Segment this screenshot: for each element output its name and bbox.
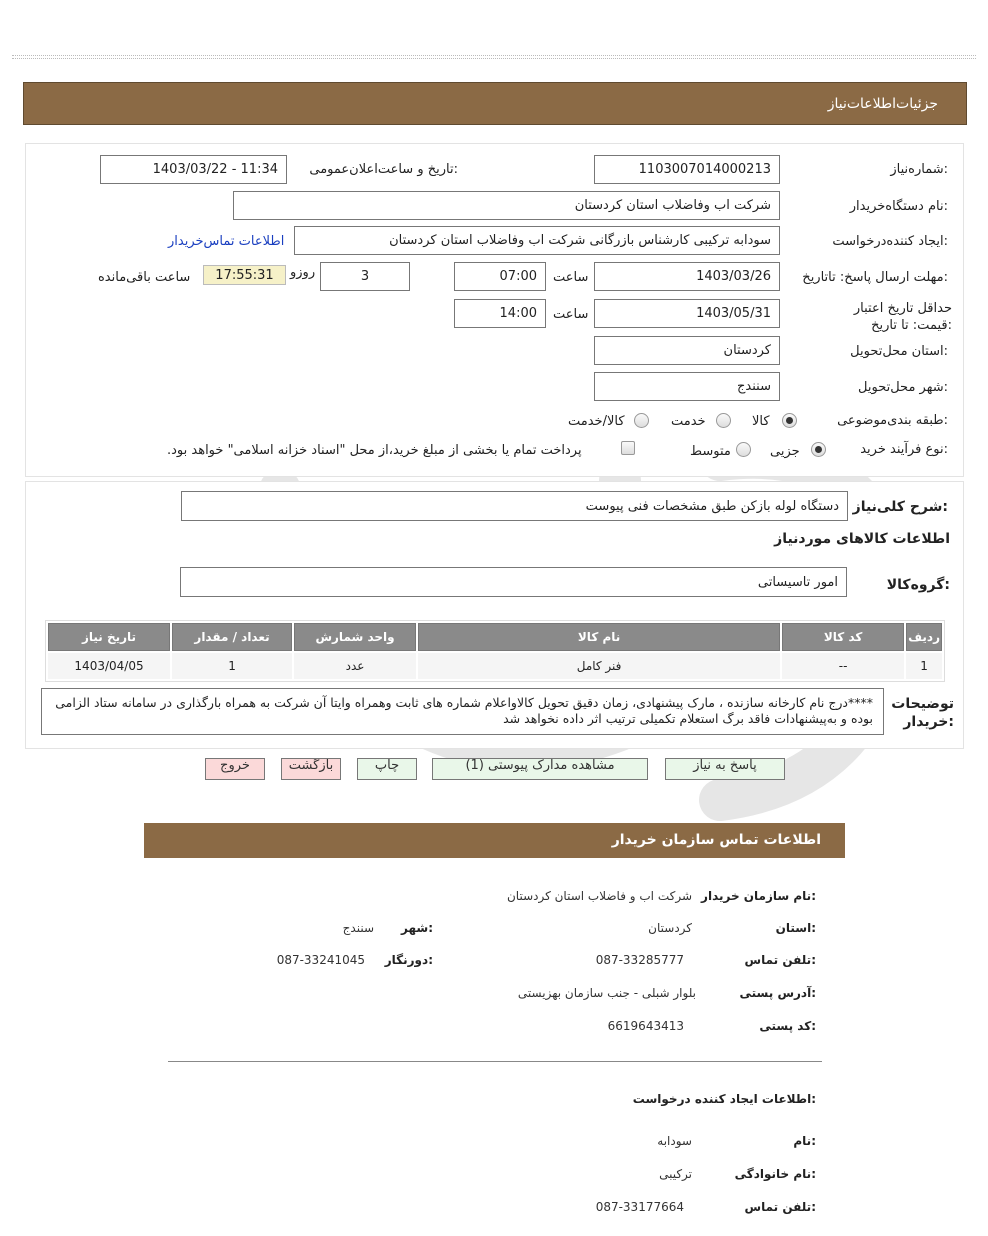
back-button[interactable]: بازگشت <box>281 758 341 780</box>
deadline-label: مهلت ارسال پاسخ: تاتاریخ: <box>802 270 948 285</box>
treasury-payment-checkbox[interactable] <box>621 441 635 455</box>
description-label: شرح کلی‌نیاز: <box>852 499 948 515</box>
buyer-notes-label-text: توضیحات خریدار: <box>891 696 954 730</box>
contact-phone-label: تلفن تماس: <box>744 953 816 967</box>
category-service-radio[interactable] <box>716 413 731 428</box>
col-unit-header: واحد شمارش <box>294 623 416 651</box>
view-attachments-button[interactable]: مشاهده مدارک پیوستی (1) <box>432 758 648 780</box>
announce-datetime-field: 1403/03/22 - 11:34 <box>100 155 287 184</box>
buyer-notes-label <box>886 695 954 731</box>
contact-postal-value: 6619643413 <box>607 1019 684 1033</box>
contact-postal-label: کد پستی: <box>759 1019 816 1033</box>
deadline-time-label: ساعت <box>553 270 589 285</box>
buyer-contact-link[interactable]: اطلاعات تماس‌خریدار <box>168 234 285 249</box>
treasury-payment-text: پرداخت تمام یا بخشی از مبلغ خرید،از محل "اسناد خزانه اسلامی" خواهد بود. <box>167 443 582 458</box>
category-service-label: خدمت <box>671 414 706 429</box>
purchase-medium-radio[interactable] <box>736 442 751 457</box>
contact-address-value: بلوار شبلی - جنب سازمان بهزیستی <box>517 986 696 1000</box>
remaining-time-label: ساعت باقی‌مانده <box>98 270 191 285</box>
items-table <box>46 621 944 681</box>
category-goods-service-label: کالا/خدمت <box>568 414 625 429</box>
page-title: جزئیات‌اطلاعات‌نیاز <box>827 96 938 112</box>
cell-name: فنر کامل <box>418 653 780 679</box>
creator-name-value: سودابه <box>657 1134 692 1148</box>
buyer-notes-text: ****درج نام کارخانه سازنده ، مارک پیشنهادی، زمان دقیق تحویل کالاواعلام شماره های ثابت وهمراه وایتا آن شرکت به همراه بارگذاری در سامانه ستاد الزامی بوده و به‌پیشنهادات فاقد برگ استعلام تکمیلی ترتیب اثر داده نخواهد شد <box>55 695 873 726</box>
purchase-minor-label: جزیی <box>770 444 800 459</box>
goods-group-label: گروه‌کالا: <box>886 577 950 593</box>
buyer-org-label: نام دستگاه‌خریدار: <box>849 199 948 214</box>
description-field: دستگاه لوله بازکن طبق مشخصات فنی پیوست <box>181 491 848 521</box>
category-goods-service-radio[interactable] <box>634 413 649 428</box>
print-button[interactable]: چاپ <box>357 758 417 780</box>
deadline-time-field: 07:00 <box>454 262 546 291</box>
reply-button[interactable]: پاسخ به نیاز <box>665 758 785 780</box>
need-number-label: شماره‌نیاز: <box>890 162 948 177</box>
cell-code: -- <box>782 653 904 679</box>
need-number-field: 1103007014000213 <box>594 155 780 184</box>
contact-province-value: کردستان <box>648 921 692 935</box>
top-divider <box>12 55 976 59</box>
cell-row: 1 <box>906 653 942 679</box>
price-validity-time-label: ساعت <box>553 307 589 322</box>
remaining-time-display: 17:55:31 <box>203 265 286 285</box>
contact-divider <box>168 1061 822 1062</box>
delivery-province-field: کردستان <box>594 336 780 365</box>
contact-city-label: شهر: <box>401 921 433 935</box>
announce-datetime-label: تاریخ و ساعت‌اعلان‌عمومی: <box>309 162 458 177</box>
cell-date: 1403/04/05 <box>48 653 170 679</box>
col-date-header: تاریخ نیاز <box>48 623 170 651</box>
price-validity-date-field: 1403/05/31 <box>594 299 780 328</box>
deadline-days-field: 3 <box>320 262 410 291</box>
items-table-header <box>48 623 942 651</box>
delivery-province-label: استان محل‌تحویل: <box>850 344 948 359</box>
col-code-header: کد کالا <box>782 623 904 651</box>
table-row <box>48 653 942 679</box>
deadline-days-label: روزو <box>290 265 316 280</box>
purchase-type-label: نوع فرآیند خرید: <box>860 442 948 457</box>
col-qty-header: تعداد / مقدار <box>172 623 292 651</box>
purchase-minor-radio[interactable] <box>811 442 826 457</box>
col-name-header: نام کالا <box>418 623 780 651</box>
contact-province-label: استان: <box>775 921 816 935</box>
goods-info-title: اطلاعات کالاهای موردنیاز <box>774 531 950 547</box>
requester-field: سودابه ترکیبی کارشناس بازرگانی شرکت اب وفاضلاب استان کردستان <box>294 226 780 255</box>
buyer-notes-box <box>41 688 884 735</box>
creator-info-title: اطلاعات ایجاد کننده درخواست: <box>632 1092 816 1106</box>
creator-phone-label: تلفن تماس: <box>744 1200 816 1214</box>
purchase-medium-label: متوسط <box>690 444 731 459</box>
contact-city-value: سنندج <box>342 921 374 935</box>
creator-phone-value: 087-33177664 <box>595 1200 684 1214</box>
items-table-container <box>45 620 945 682</box>
contact-org-value: شرکت اب و فاضلاب استان کردستان <box>506 889 692 903</box>
category-label: طبقه بندی‌موضوعی: <box>837 413 948 428</box>
exit-button[interactable]: خروج <box>205 758 265 780</box>
price-validity-label-text: حداقل تاریخ اعتبار قیمت: تا تاریخ: <box>853 301 952 333</box>
price-validity-label <box>832 300 952 334</box>
delivery-city-field: سنندج <box>594 372 780 401</box>
category-goods-label: کالا <box>752 414 770 429</box>
creator-name-label: نام: <box>793 1134 816 1148</box>
deadline-date-field: 1403/03/26 <box>594 262 780 291</box>
contact-fax-value: 087-33241045 <box>276 953 365 967</box>
delivery-city-label: شهر محل‌تحویل: <box>858 380 948 395</box>
page-header <box>23 82 967 125</box>
col-row-header: ردیف <box>906 623 942 651</box>
creator-family-value: ترکیبی <box>659 1167 692 1181</box>
price-validity-time-field: 14:00 <box>454 299 546 328</box>
requester-label: ایجاد کننده‌درخواست: <box>832 234 948 249</box>
contact-section-title: اطلاعات تماس سازمان خریدار <box>611 832 821 848</box>
contact-phone-value: 087-33285777 <box>595 953 684 967</box>
creator-family-label: نام خانوادگی: <box>734 1167 816 1181</box>
goods-group-field: امور تاسیساتی <box>180 567 847 597</box>
category-goods-radio[interactable] <box>782 413 797 428</box>
contact-org-label: نام سازمان خریدار: <box>701 889 816 903</box>
contact-section-header <box>144 823 845 858</box>
buyer-org-field: شرکت اب وفاضلاب استان کردستان <box>233 191 780 220</box>
contact-fax-label: دورنگار: <box>384 953 433 967</box>
contact-address-label: آدرس پستی: <box>739 986 816 1000</box>
cell-qty: 1 <box>172 653 292 679</box>
cell-unit: عدد <box>294 653 416 679</box>
